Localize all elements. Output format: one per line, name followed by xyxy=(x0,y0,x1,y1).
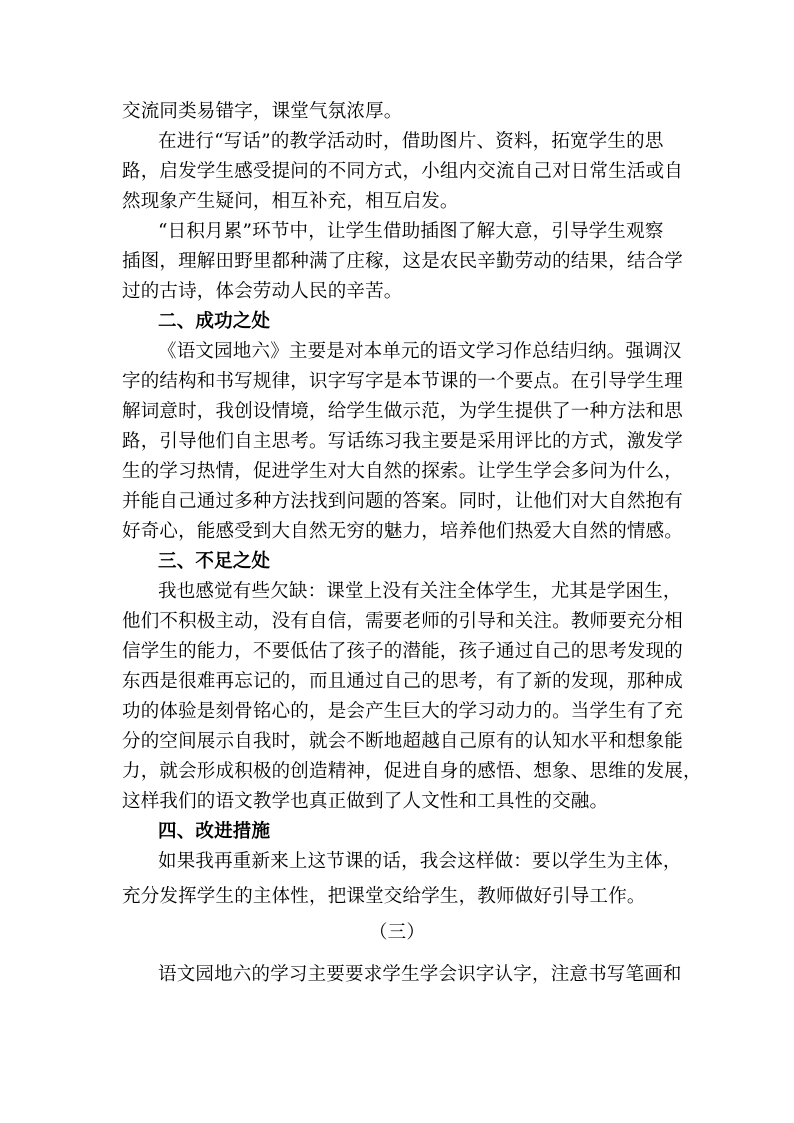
paragraph-line: 字的结构和书写规律，识字写字是本节课的一个要点。在引导学生理 xyxy=(122,371,684,392)
paragraph-line: 分的空间展示自我时，就会不断地超越自己原有的认知水平和想象能 xyxy=(122,731,684,752)
paragraph-line: 信学生的能力，不要低估了孩子的潜能，孩子通过自己的思考发现的 xyxy=(122,641,684,662)
paragraph-line: 好奇心，能感受到大自然无穷的魅力，培养他们热爱大自然的情感。 xyxy=(122,521,684,542)
section-heading: 三、不足之处 xyxy=(158,551,271,572)
section-heading: 二、成功之处 xyxy=(158,311,271,332)
section-heading: 四、改进措施 xyxy=(158,821,271,842)
paragraph-line: 功的体验是刻骨铭心的，是会产生巨大的学习动力的。当学生有了充 xyxy=(122,701,684,722)
paragraph-line: 充分发挥学生的主体性，把课堂交给学生，教师做好引导工作。 xyxy=(122,886,646,907)
paragraph-line: 生的学习热情，促进学生对大自然的探索。让学生学会多问为什么， xyxy=(122,461,684,482)
paragraph-line: 过的古诗，体会劳动人民的辛苦。 xyxy=(122,281,403,302)
paragraph-line: 力，就会形成积极的创造精神，促进自身的感悟、想象、思维的发展， xyxy=(122,761,702,782)
paragraph-line: 在进行“写话”的教学活动时，借助图片、资料，拓宽学生的思 xyxy=(158,131,664,152)
paragraph-line: 路，启发学生感受提问的不同方式，小组内交流自己对日常生活或自 xyxy=(122,161,684,182)
paragraph-line: 他们不积极主动，没有自信，需要老师的引导和关注。教师要充分相 xyxy=(122,611,684,632)
paragraph-line: 交流同类易错字，课堂气氛浓厚。 xyxy=(122,101,403,122)
paragraph-line: 这样我们的语文教学也真正做到了人文性和工具性的交融。 xyxy=(122,791,609,812)
paragraph-line: 解词意时，我创设情境，给学生做示范，为学生提供了一种方法和思 xyxy=(122,401,684,422)
paragraph-line: 语文园地六的学习主要要求学生学会识字认字，注意书写笔画和 xyxy=(158,964,682,985)
section-number: （三） xyxy=(368,922,426,943)
paragraph-line: 并能自己通过多种方法找到问题的答案。同时，让他们对大自然抱有 xyxy=(122,491,684,512)
paragraph-line: 然现象产生疑问，相互补充，相互启发。 xyxy=(122,191,459,212)
paragraph-line: “日积月累”环节中，让学生借助插图了解大意，引导学生观察 xyxy=(158,221,664,242)
paragraph-line: 我也感觉有些欠缺：课堂上没有关注全体学生，尤其是学困生， xyxy=(158,581,682,602)
paragraph-line: 插图，理解田野里都种满了庄稼，这是农民辛勤劳动的结果，结合学 xyxy=(122,251,684,272)
paragraph-line: 《语文园地六》主要是对本单元的语文学习作总结归纳。强调汉 xyxy=(158,341,682,362)
paragraph-line: 路，引导他们自主思考。写话练习我主要是采用评比的方式，激发学 xyxy=(122,431,684,452)
paragraph-line: 如果我再重新来上这节课的话，我会这样做：要以学生为主体， xyxy=(158,851,682,872)
paragraph-line: 东西是很难再忘记的，而且通过自己的思考，有了新的发现，那种成 xyxy=(122,671,684,692)
